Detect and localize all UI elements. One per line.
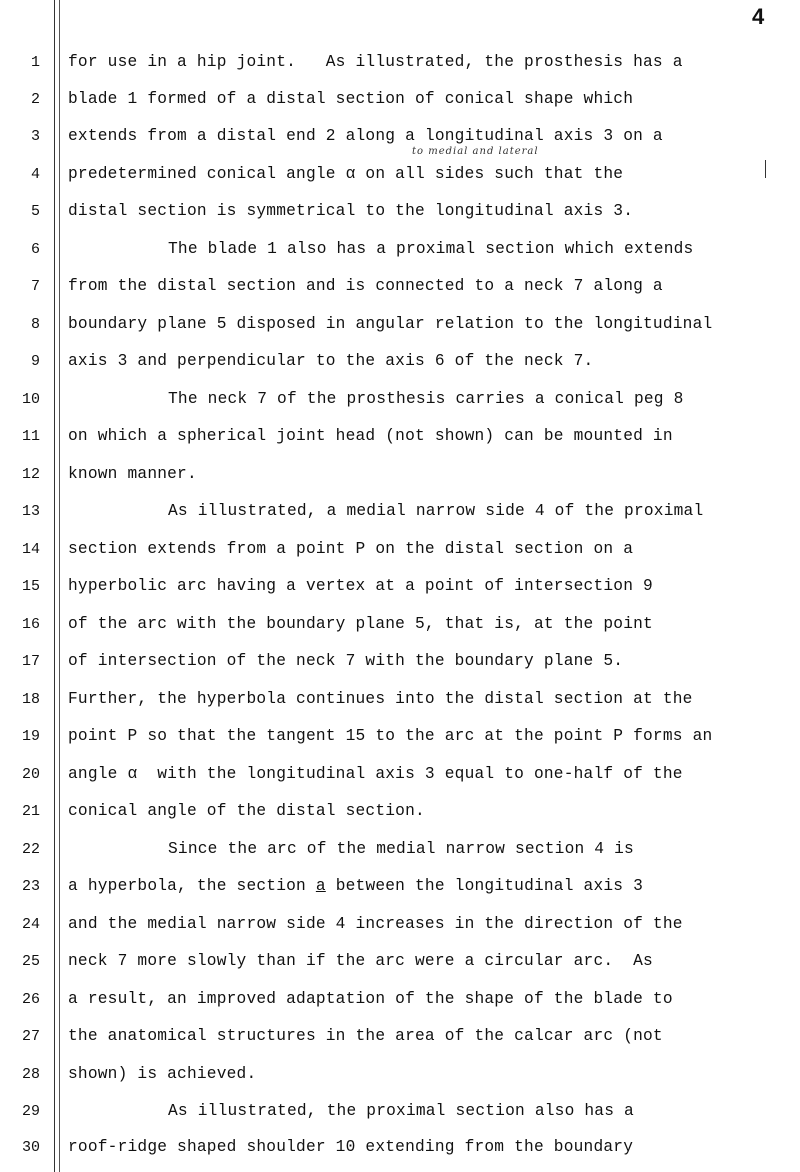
text-line: of the arc with the boundary plane 5, that is, at the point: [68, 615, 653, 633]
line-number: 9: [30, 353, 40, 370]
text-line: As illustrated, the proximal section also has a: [168, 1102, 634, 1120]
text-line: shown) is achieved.: [68, 1065, 257, 1083]
text-line: [68, 877, 643, 895]
text-line: roof-ridge shaped shoulder 10 extending from the boundary: [68, 1138, 634, 1156]
text-line: known manner.: [68, 465, 197, 483]
text-line: of intersection of the neck 7 with the boundary plane 5.: [68, 652, 624, 670]
text-line: for use in a hip joint. As illustrated, the prosthesis has a: [68, 53, 683, 71]
line-number: 7: [30, 278, 40, 295]
text-line: and the medial narrow side 4 increases in the direction of the: [68, 915, 683, 933]
margin-rule: [54, 0, 55, 1172]
text-line: blade 1 formed of a distal section of conical shape which: [68, 90, 634, 108]
line-number: 30: [21, 1139, 40, 1156]
line-number: 1: [30, 54, 40, 71]
text-segment: a hyperbola, the section: [68, 877, 316, 895]
line-number: 13: [21, 503, 40, 520]
text-line: axis 3 and perpendicular to the axis 6 of the neck 7.: [68, 352, 594, 370]
underlined-variable: a: [315, 877, 326, 895]
line-number: 8: [30, 316, 40, 333]
line-number: 5: [30, 203, 40, 220]
line-number: 21: [21, 803, 40, 820]
line-number: 2: [30, 91, 40, 108]
text-line: Further, the hyperbola continues into the distal section at the: [68, 690, 693, 708]
line-number: 27: [21, 1028, 40, 1045]
line-number: 14: [21, 541, 40, 558]
margin-mark: [765, 160, 766, 178]
line-number: 22: [21, 841, 40, 858]
text-line: on which a spherical joint head (not shown) can be mounted in: [68, 427, 673, 445]
line-number: 4: [30, 166, 40, 183]
margin-rule: [59, 0, 60, 1172]
text-line: conical angle of the distal section.: [68, 802, 425, 820]
text-line: point P so that the tangent 15 to the arc at the point P forms an: [68, 727, 713, 745]
text-line: boundary plane 5 disposed in angular relation to the longitudinal: [68, 315, 713, 333]
text-segment: between the longitudinal axis 3: [325, 877, 644, 895]
text-line: hyperbolic arc having a vertex at a point of intersection 9: [68, 577, 653, 595]
text-line: predetermined conical angle α on all sides such that the: [68, 165, 624, 183]
text-line: from the distal section and is connected to a neck 7 along a: [68, 277, 663, 295]
text-line: The neck 7 of the prosthesis carries a conical peg 8: [168, 390, 684, 408]
page-number: 4: [752, 4, 765, 29]
text-line: section extends from a point P on the distal section on a: [68, 540, 634, 558]
line-number: 17: [21, 653, 40, 670]
line-number: 10: [21, 391, 40, 408]
text-line: extends from a distal end 2 along a longitudinal axis 3 on a: [68, 127, 663, 145]
line-number: 18: [21, 691, 40, 708]
text-line: As illustrated, a medial narrow side 4 of the proximal: [168, 502, 704, 520]
line-number: 12: [21, 466, 40, 483]
line-number: 15: [21, 578, 40, 595]
line-number: 28: [21, 1066, 40, 1083]
text-line: angle α with the longitudinal axis 3 equal to one-half of the: [68, 765, 683, 783]
handwritten-annotation: to medial and lateral: [412, 146, 539, 157]
text-line: distal section is symmetrical to the longitudinal axis 3.: [68, 202, 634, 220]
text-line: The blade 1 also has a proximal section which extends: [168, 240, 694, 258]
line-number: 29: [21, 1103, 40, 1120]
line-number: 23: [21, 878, 40, 895]
line-number: 3: [30, 128, 40, 145]
text-line: the anatomical structures in the area of the calcar arc (not: [68, 1027, 663, 1045]
text-line: Since the arc of the medial narrow section 4 is: [168, 840, 634, 858]
line-number: 24: [21, 916, 40, 933]
line-number: 11: [21, 428, 40, 445]
line-number: 25: [21, 953, 40, 970]
line-number: 19: [21, 728, 40, 745]
line-number: 16: [21, 616, 40, 633]
text-line: a result, an improved adaptation of the shape of the blade to: [68, 990, 673, 1008]
line-number: 6: [30, 241, 40, 258]
text-line: neck 7 more slowly than if the arc were a circular arc. As: [68, 952, 653, 970]
line-number: 26: [21, 991, 40, 1008]
line-number: 20: [21, 766, 40, 783]
